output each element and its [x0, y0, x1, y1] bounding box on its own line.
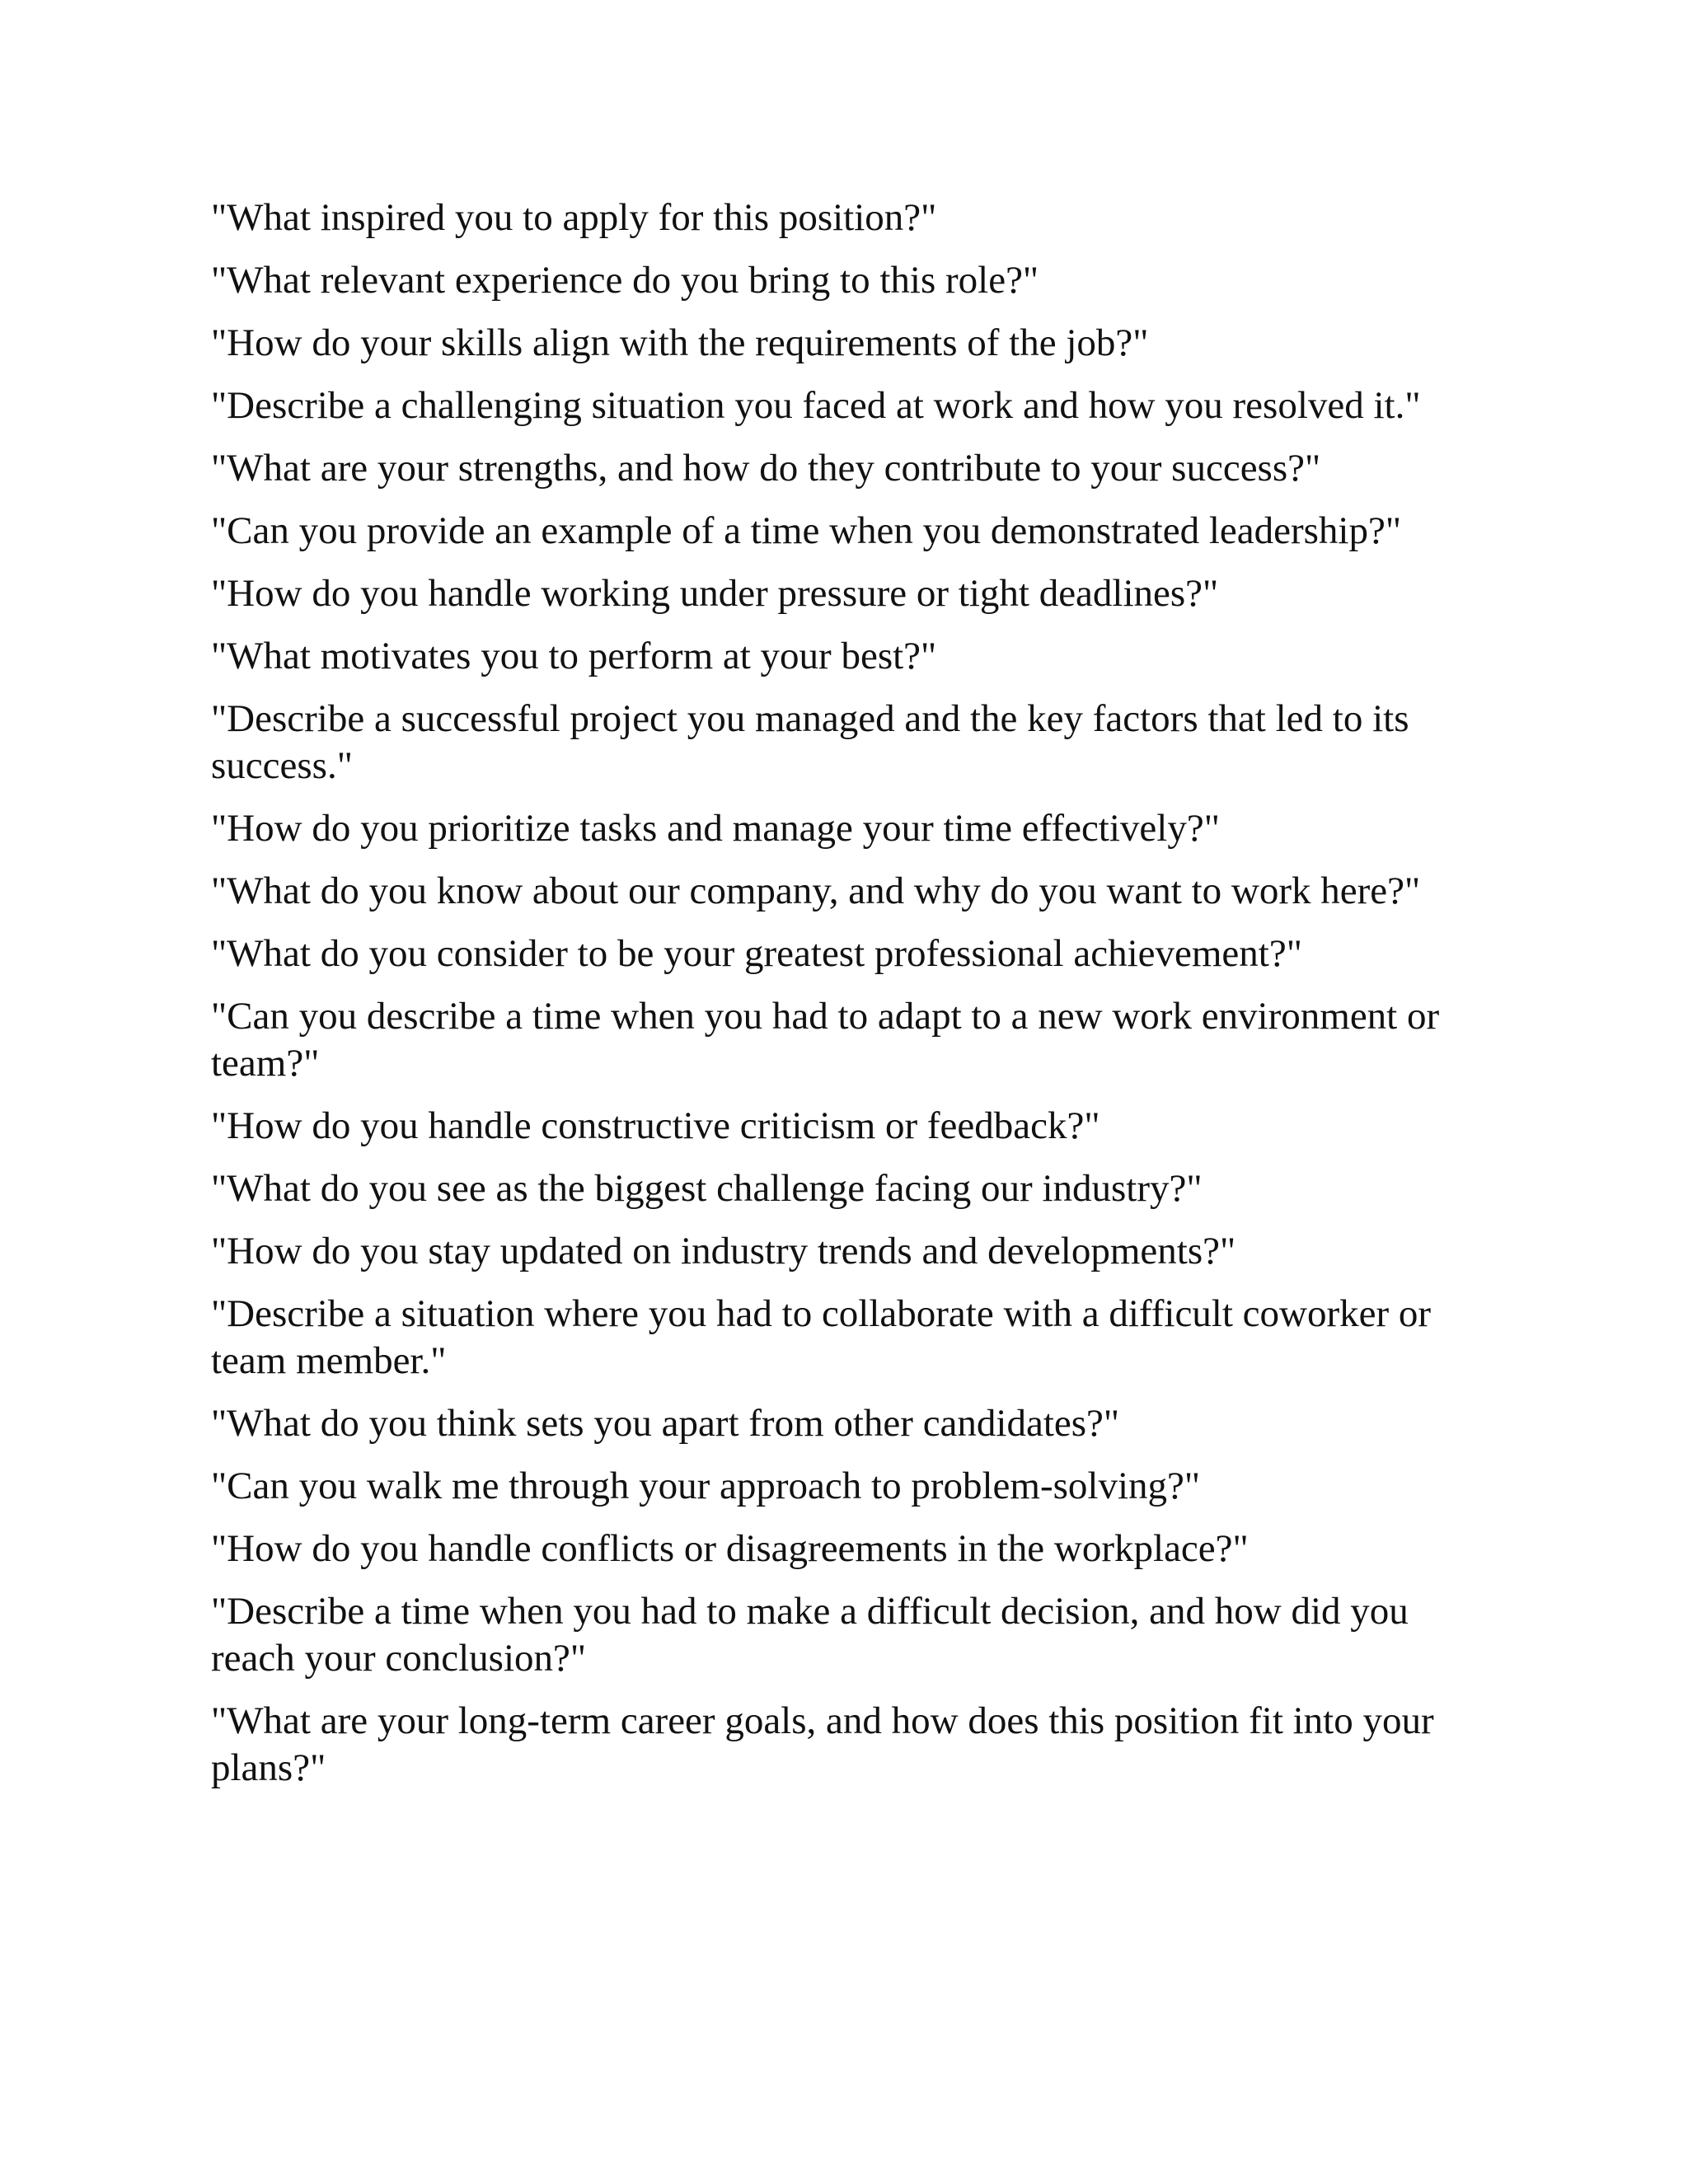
question-item: "Describe a situation where you had to collaborate with a difficult coworker or team member.": [211, 1292, 1432, 1382]
question-item: "Can you walk me through your approach to problem-solving?": [211, 1465, 1201, 1507]
question-item: "Describe a challenging situation you faced at work and how you resolved it.": [211, 384, 1421, 427]
question-item: "How do you handle conflicts or disagreements in the workplace?": [211, 1527, 1249, 1570]
question-item: "How do you stay updated on industry trends and developments?": [211, 1230, 1236, 1272]
question-item: "What do you see as the biggest challenge facing our industry?": [211, 1167, 1203, 1210]
question-item: "Can you provide an example of a time when you demonstrated leadership?": [211, 509, 1402, 552]
question-item: "What motivates you to perform at your best?": [211, 635, 937, 677]
question-item: "What inspired you to apply for this position?": [211, 196, 937, 239]
question-item: "How do you handle constructive criticism or feedback?": [211, 1104, 1100, 1147]
question-item: "What are your strengths, and how do they contribute to your success?": [211, 447, 1321, 490]
question-item: "What do you consider to be your greatest professional achievement?": [211, 932, 1302, 975]
question-item: "What relevant experience do you bring to this role?": [211, 259, 1039, 302]
question-item: "How do your skills align with the requirements of the job?": [211, 321, 1149, 364]
question-item: "What do you know about our company, and why do you want to work here?": [211, 869, 1421, 912]
question-item: "Can you describe a time when you had to adapt to a new work environment or team?": [211, 995, 1440, 1085]
question-item: "Describe a successful project you managed and the key factors that led to its success.": [211, 697, 1409, 787]
question-list: [211, 194, 1480, 1807]
question-item: "What are your long-term career goals, and how does this position fit into your plans?": [211, 1699, 1434, 1789]
question-item: "What do you think sets you apart from other candidates?": [211, 1402, 1120, 1445]
question-item: "Describe a time when you had to make a difficult decision, and how did you reach your conclusion?": [211, 1590, 1409, 1680]
question-item: "How do you handle working under pressure or tight deadlines?": [211, 572, 1219, 615]
question-item: "How do you prioritize tasks and manage your time effectively?": [211, 807, 1220, 850]
